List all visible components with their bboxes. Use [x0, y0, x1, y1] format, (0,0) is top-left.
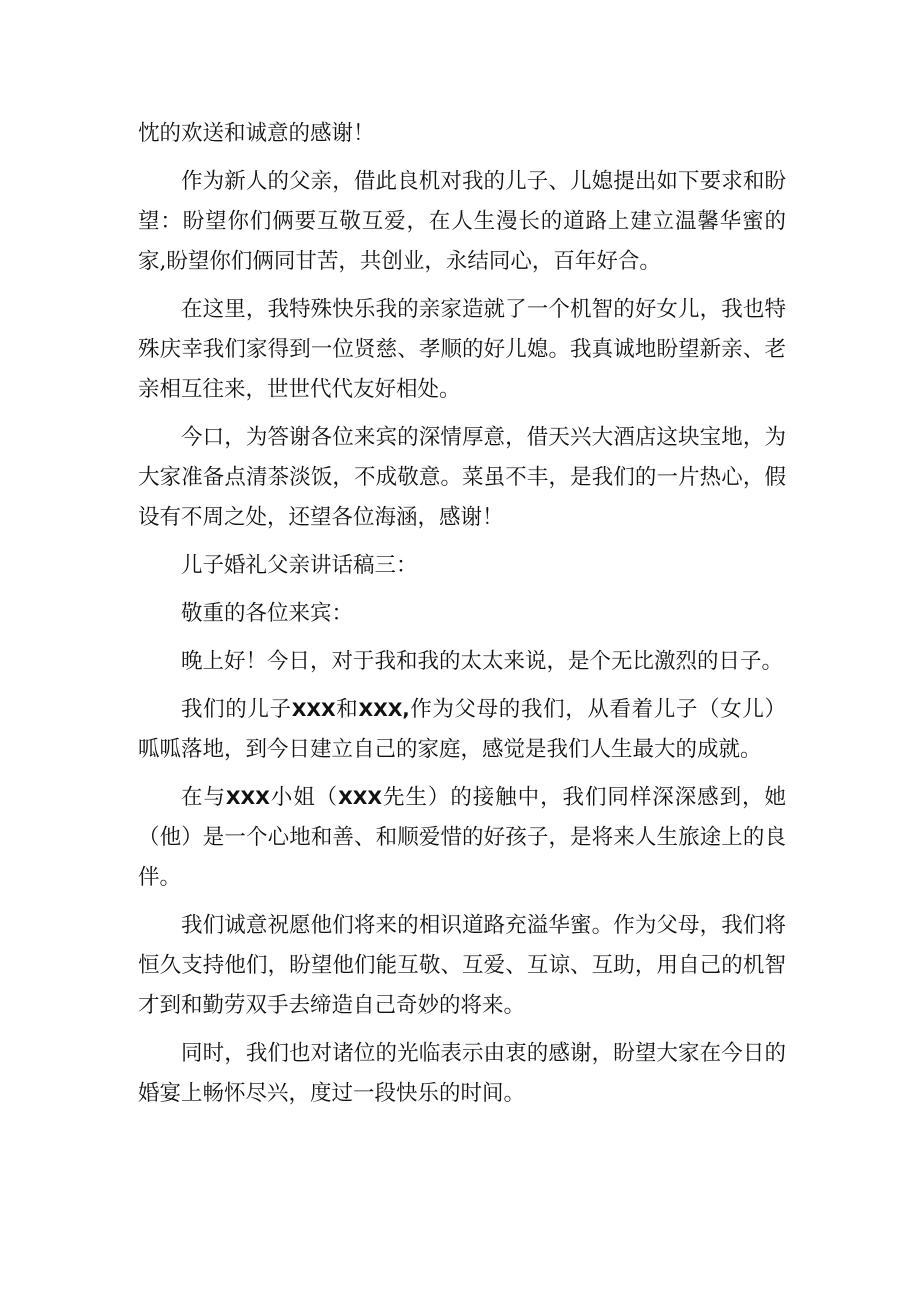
paragraph-banquet-thanks: 今口，为答谢各位来宾的深情厚意，借天兴大酒店这块宝地，为大家准备点清茶淡饭，不成敬意。菜虽不丰，是我们的一片热心，假设有不周之处，还望各位海涵，感谢！ — [138, 425, 786, 530]
placeholder-name: XXX — [225, 787, 270, 809]
placeholder-name: XXX — [338, 787, 383, 809]
placeholder-name: XXX — [291, 699, 336, 721]
paragraph-parents-pride — [138, 690, 786, 770]
paragraph-greeting: 晚上好！今日，对于我和我的太太来说，是个无比激烈的日子。 — [181, 649, 784, 674]
placeholder-name: XXX, — [358, 699, 410, 721]
paragraph-partner-praise — [138, 778, 786, 898]
text-segment: 和 — [335, 697, 359, 722]
text-segment: 作为父母的我们，从看着儿子（女儿）呱呱落地，到今日建立自己的家庭，感觉是我们人生最大的成就。 — [138, 697, 786, 762]
salutation: 敬重的各位来宾： — [181, 601, 354, 626]
paragraph-expectations: 作为新人的父亲，借此良机对我的儿子、儿媳提出如下要求和盼望：盼望你们俩要互敬互爱，在人生漫长的道路上建立温馨华蜜的家,盼望你们俩同甘苦，共创业，永结同心，百年好合。 — [138, 169, 786, 274]
paragraph-blessing: 我们诚意祝愿他们将来的相识道路充溢华蜜。作为父母，我们将恒久支持他们，盼望他们能互敬、互爱、互谅、互助，用自己的机智才到和勤劳双手去缔造自己奇妙的将来。 — [138, 913, 786, 1018]
text-segment: 我们的儿子 — [181, 697, 292, 722]
section-heading-speech-three: 儿子婚礼父亲讲话稿三： — [181, 553, 418, 578]
text-segment: 先生）的接触中，我们同样深深感到，她（他）是一个心地和善、和顺爱惜的好孩子，是将来人生旅途上的良伴。 — [138, 785, 786, 890]
paragraph-closing-thanks: 同时，我们也对诸位的光临表示由衷的感谢，盼望大家在今日的婚宴上畅怀尽兴，度过一段快乐的时间。 — [138, 1041, 786, 1106]
text-segment: 在与 — [181, 785, 226, 810]
text-segment: 小姐（ — [269, 785, 339, 810]
paragraph-in-laws: 在这里，我特殊快乐我的亲家造就了一个机智的好女儿，我也特殊庆幸我们家得到一位贤慈、孝顺的好儿媳。我真诚地盼望新亲、老亲相互往来，世世代代友好相处。 — [138, 297, 786, 402]
paragraph-thanks-continued: 忱的欢送和诚意的感谢！ — [138, 121, 375, 146]
